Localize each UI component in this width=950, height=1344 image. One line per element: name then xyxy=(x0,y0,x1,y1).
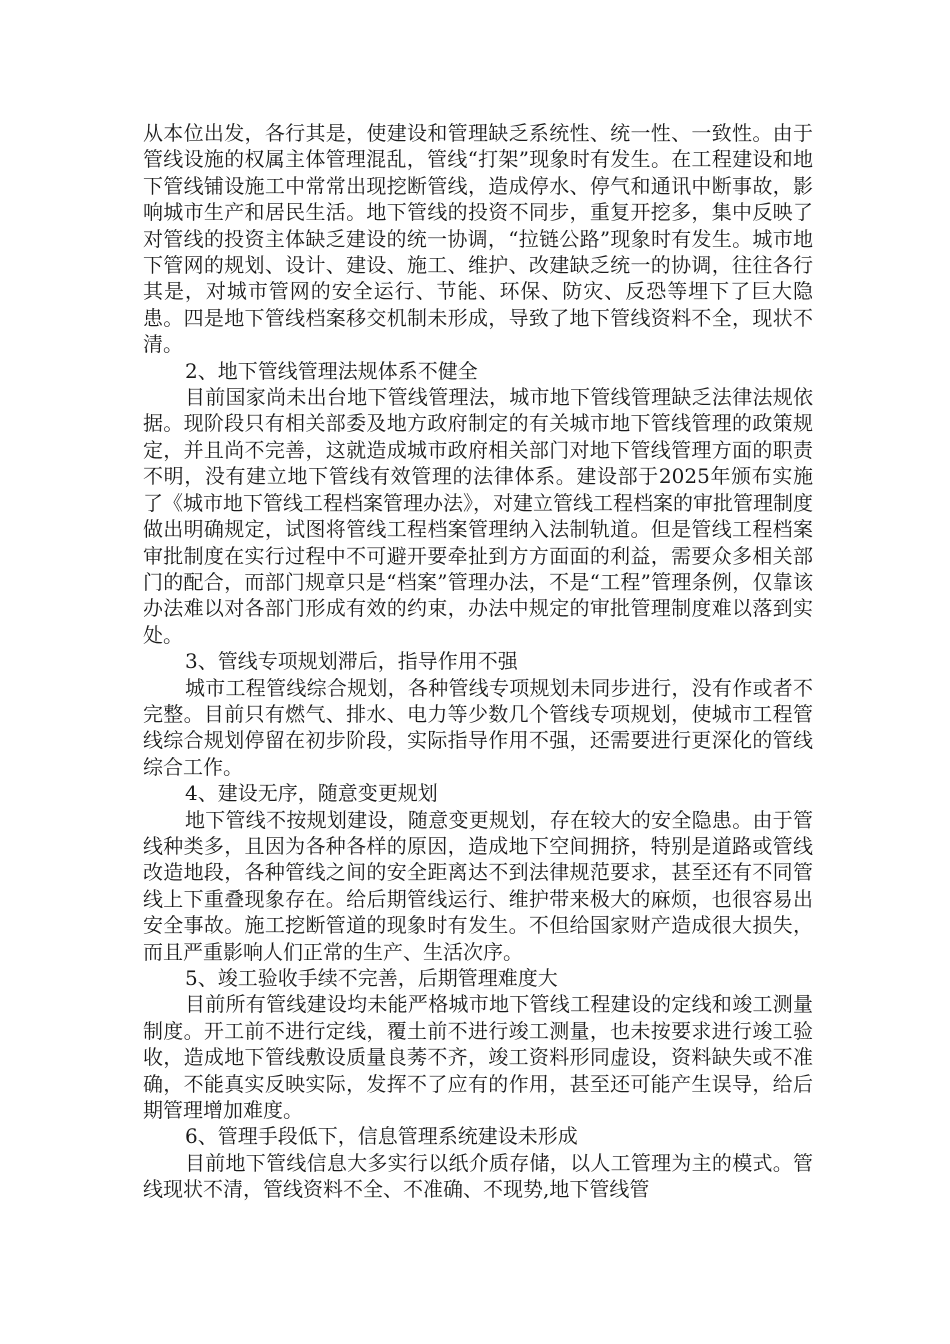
paragraph-5: 目前所有管线建设均未能严格城市地下管线工程建设的定线和竣工测量制度。开工前不进行定线，覆土前不进行竣工测量，也未按要求进行竣工验收，造成地下管线敷设质量良莠不齐，竣工资料形同虚设，资料缺失或不准确，不能真实反映实际，发挥不了应有的作用，甚至还可能产生误导，给后期管理增加难度。 xyxy=(143,992,813,1123)
paragraph-4: 地下管线不按规划建设，随意变更规划，存在较大的安全隐患。由于管线种类多，且因为各种各样的原因，造成地下空间拥挤，特别是道路或管线改造地段，各种管线之间的安全距离达不到法律规范要求，甚至还有不同管线上下重叠现象存在。给后期管线运行、维护带来极大的麻烦，也很容易出安全事故。施工挖断管道的现象时有发生。不但给国家财产造成很大损失，而且严重影响人们正常的生产、生活次序。 xyxy=(143,807,813,964)
section-heading-4: 4、建设无序，随意变更规划 xyxy=(185,781,438,806)
section-heading-6: 6、管理手段低下，信息管理系统建设未形成 xyxy=(185,1124,578,1149)
paragraph-2: 目前国家尚未出台地下管线管理法，城市地下管线管理缺乏法律法规依据。现阶段只有相关部委及地方政府制定的有关城市地下管线管理的政策规定，并且尚不完善，这就造成城市政府相关部门对地下管线管理方面的职责不明，没有建立地下管线有效管理的法律体系。建设部于2025年颁布实施了《城市地下管线工程档案管理办法》，对建立管线工程档案的审批管理制度做出明确规定，试图将管线工程档案管理纳入法制轨道。但是管线工程档案审批制度在实行过程中不可避开要牵扯到方方面面的利益，需要众多相关部门的配合，而部门规章只是“档案”管理办法，不是“工程”管理条例，仅靠该办法难以对各部门形成有效的约束，办法中规定的审批管理制度难以落到实处。 xyxy=(143,385,813,647)
paragraph-3: 城市工程管线综合规划，各种管线专项规划未同步进行，没有作或者不完整。目前只有燃气、排水、电力等少数几个管线专项规划，使城市工程管线综合规划停留在初步阶段，实际指导作用不强，还需要进行更深化的管线综合工作。 xyxy=(143,675,813,779)
document-body xyxy=(143,120,813,1203)
paragraph-1: 从本位出发，各行其是，使建设和管理缺乏系统性、统一性、一致性。由于管线设施的权属主体管理混乱，管线“打架”现象时有发生。在工程建设和地下管线铺设施工中常常出现挖断管线，造成停水、停气和通讯中断事故，影响城市生产和居民生活。地下管线的投资不同步，重复开挖多，集中反映了对管线的投资主体缺乏建设的统一协调，“拉链公路”现象时有发生。城市地下管网的规划、设计、建设、施工、维护、改建缺乏统一的协调，往往各行其是，对城市管网的安全运行、节能、环保、防灾、反恐等埋下了巨大隐患。四是地下管线档案移交机制未形成，导致了地下管线资料不全，现状不清。 xyxy=(143,121,813,357)
paragraph-6: 目前地下管线信息大多实行以纸介质存储，以人工管理为主的模式。管线现状不清，管线资料不全、不准确、不现势,地下管线管 xyxy=(143,1150,813,1202)
section-heading-5: 5、竣工验收手续不完善，后期管理难度大 xyxy=(185,966,558,990)
section-heading-3: 3、管线专项规划滞后，指导作用不强 xyxy=(185,649,518,674)
section-heading-2: 2、地下管线管理法规体系不健全 xyxy=(185,358,478,383)
